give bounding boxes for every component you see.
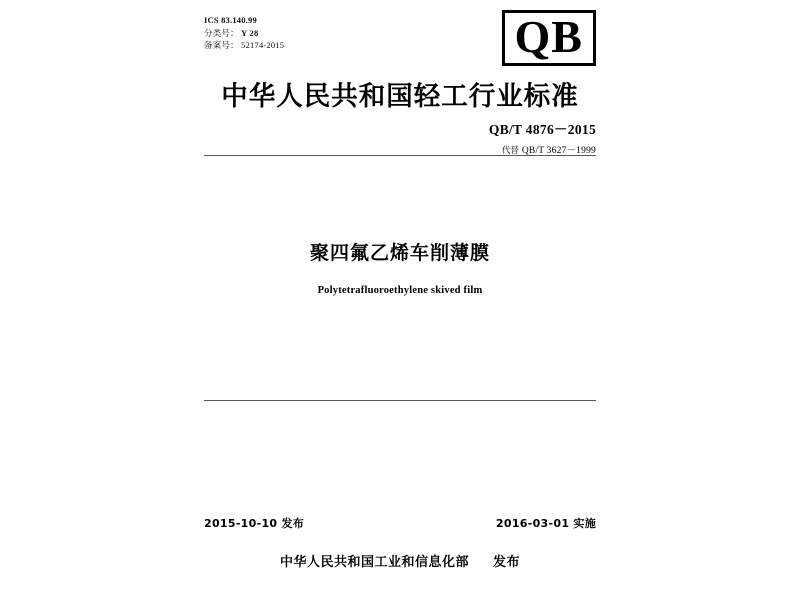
replaces-label: 代替 [501, 146, 520, 156]
publisher-action: 发布 [493, 555, 521, 570]
standard-replaces [489, 142, 596, 156]
document-title-chinese: 聚四氟乙烯车削薄膜 [309, 242, 490, 264]
code-label-ics: ICS [204, 15, 219, 25]
publisher-line [175, 551, 625, 570]
issue-date: 2015-10-10 发布 [204, 517, 305, 530]
qb-logo [502, 10, 596, 66]
code-value-record: 52174-2015 [241, 40, 285, 50]
code-row-record [204, 39, 284, 52]
code-value-category: Y 28 [241, 27, 259, 38]
replaces-number: QB/T 3627－1999 [521, 146, 596, 156]
divider-top [204, 155, 596, 156]
document-title-english: Polytetrafluoroethylene skived film [317, 285, 483, 296]
standard-cover-sheet [175, 0, 625, 607]
classification-codes [204, 14, 284, 52]
effective-date: 2016-03-01 实施 [495, 517, 596, 530]
code-value-ics: 83.140.99 [221, 15, 257, 25]
publisher-name: 中华人民共和国工业和信息化部 [279, 555, 469, 570]
code-row-category [204, 27, 284, 40]
code-label-category: 分类号： [204, 27, 239, 38]
standard-number-block [489, 118, 596, 156]
divider-middle [204, 400, 596, 401]
standard-number: QB/T 4876－2015 [488, 122, 596, 137]
code-label-record: 备案号： [204, 40, 239, 50]
code-row-ics [204, 14, 284, 27]
qb-logo-text: QB [514, 11, 583, 62]
standard-header-title: 中华人民共和国轻工行业标准 [221, 81, 579, 112]
